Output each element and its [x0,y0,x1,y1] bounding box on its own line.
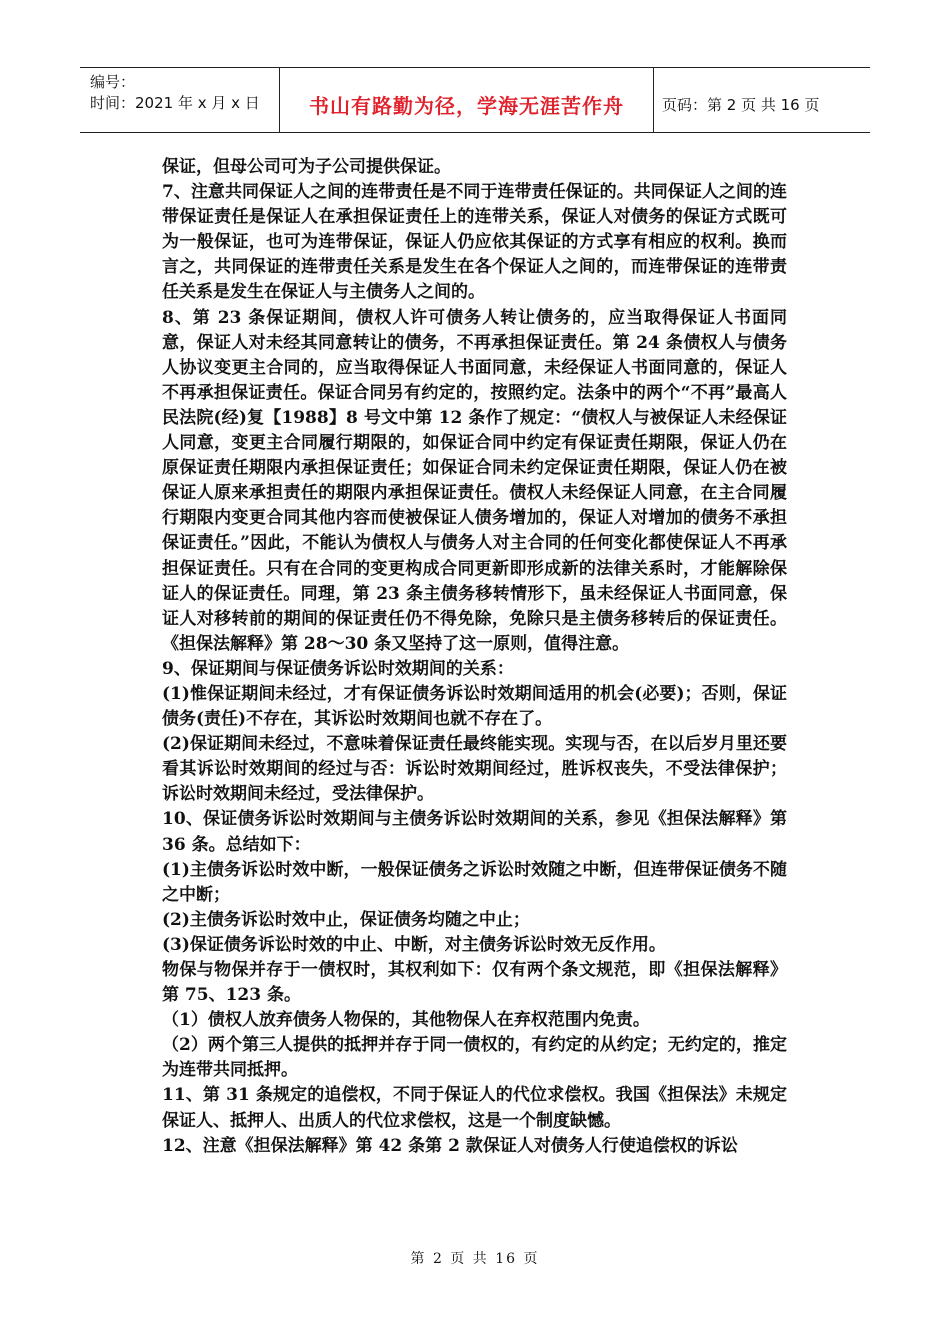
header-meta [80,68,280,132]
paragraph: （2）两个第三人提供的抵押并存于同一债权的，有约定的从约定；无约定的，推定为连带共同抵押。 [162,1035,787,1081]
paragraph: (1)惟保证期间未经过，才有保证债务诉讼时效期间适用的机会(必要)；否则，保证债务(责任)不存在，其诉讼时效期间也就不存在了。 [162,683,787,730]
number-label: 编号： [90,73,136,91]
paragraph: （1）债权人放弃债务人物保的，其他物保人在弃权范围内免责。 [162,1010,650,1031]
paragraph: (2)主债务诉讼时效中止，保证债务均随之中止； [162,909,530,930]
paragraph: 7、注意共同保证人之间的连带责任是不同于连带责任保证的。共同保证人之间的连带保证责任是保证人在承担保证责任上的连带关系，保证人对债务的保证方式既可为一般保证，也可为连带保证，保证人仍应依其保证的方式享有相应的权利。换而言之，共同保证的连带责任关系是发生在各个保证人之间的，而连带保证的连带责任关系是发生在保证人与主债务人之间的。 [162,182,787,303]
paragraph: (3)保证债务诉讼时效的中止、中断，对主债务诉讼时效无反作用。 [162,934,666,955]
paragraph: 9、保证期间与保证债务诉讼时效期间的关系： [162,658,514,679]
header-page-label: 页码：第 2 页 共 16 页 [662,95,820,114]
document-body [162,155,787,1159]
time-label: 时间：2021 年 x 月 x 日 [90,94,260,112]
page-footer: 第 2 页 共 16 页 [410,1251,540,1267]
paragraph: 12、注意《担保法解释》第 42 条第 2 款保证人对债务人行使追偿权的诉讼 [162,1135,738,1156]
paragraph: 保证，但母公司可为子公司提供保证。 [162,157,451,177]
paragraph: 10、保证债务诉讼时效期间与主债务诉讼时效期间的关系，参见《担保法解释》第 36 条。总结如下： [162,809,787,855]
header-motto: 书山有路勤为径，学海无涯苦作舟 [280,68,654,132]
paragraph: 8、第 23 条保证期间，债权人许可债务人转让债务的，应当取得保证人书面同意，保证人对未经其同意转让的债务，不再承担保证责任。第 24 条债权人与债务人协议变更主合同的，应当取得保证人书面同意，未经保证人书面同意的，保证人不再承担保证责任。保证合同另有约定的，按照约定。法条中的两个“不再”最高人民法院(经)复【1988】8 号文中第 12 条作了规定：“债权人与被保证人未经保证人同意，变更主合同履行期限的，如保证合同中约定有保证责任期限，保证人仍在原保证责任期限内承担保证责任；如保证合同未约定保证责任期限，保证人仍在被保证人原来承担责任的期限内承担保证责任。债权人未经保证人同意，在主合同履行期限内变更合同其他内容而使被保证人债务增加的，保证人对增加的债务不承担保证责任。”因此，不能认为债权人与债务人对主合同的任何变化都使保证人不再承担保证责任。只有在合同的变更构成合同更新即形成新的法律关系时，才能解除保证人的保证责任。同理，第 23 条主债务移转情形下，虽未经保证人书面同意，保证人对移转前的期间的保证责任仍不得免除，免除只是主债务移转后的保证责任。《担保法解释》第 28～30 条又坚持了这一原则，值得注意。 [162,307,787,654]
paragraph: 11、第 31 条规定的追偿权，不同于保证人的代位求偿权。我国《担保法》未规定保证人、抵押人、出质人的代位求偿权，这是一个制度缺憾。 [162,1085,787,1131]
page-header [80,67,870,133]
paragraph: (2)保证期间未经过，不意味着保证责任最终能实现。实现与否，在以后岁月里还要看其诉讼时效期间的经过与否：诉讼时效期间经过，胜诉权丧失，不受法律保护；诉讼时效期间未经过，受法律保护。 [162,734,787,805]
paragraph: 物保与物保并存于一债权时，其权利如下：仅有两个条文规范，即《担保法解释》第 75、123 条。 [162,960,787,1006]
paragraph: (1)主债务诉讼时效中断，一般保证债务之诉讼时效随之中断，但连带保证债务不随之中断； [162,859,787,905]
